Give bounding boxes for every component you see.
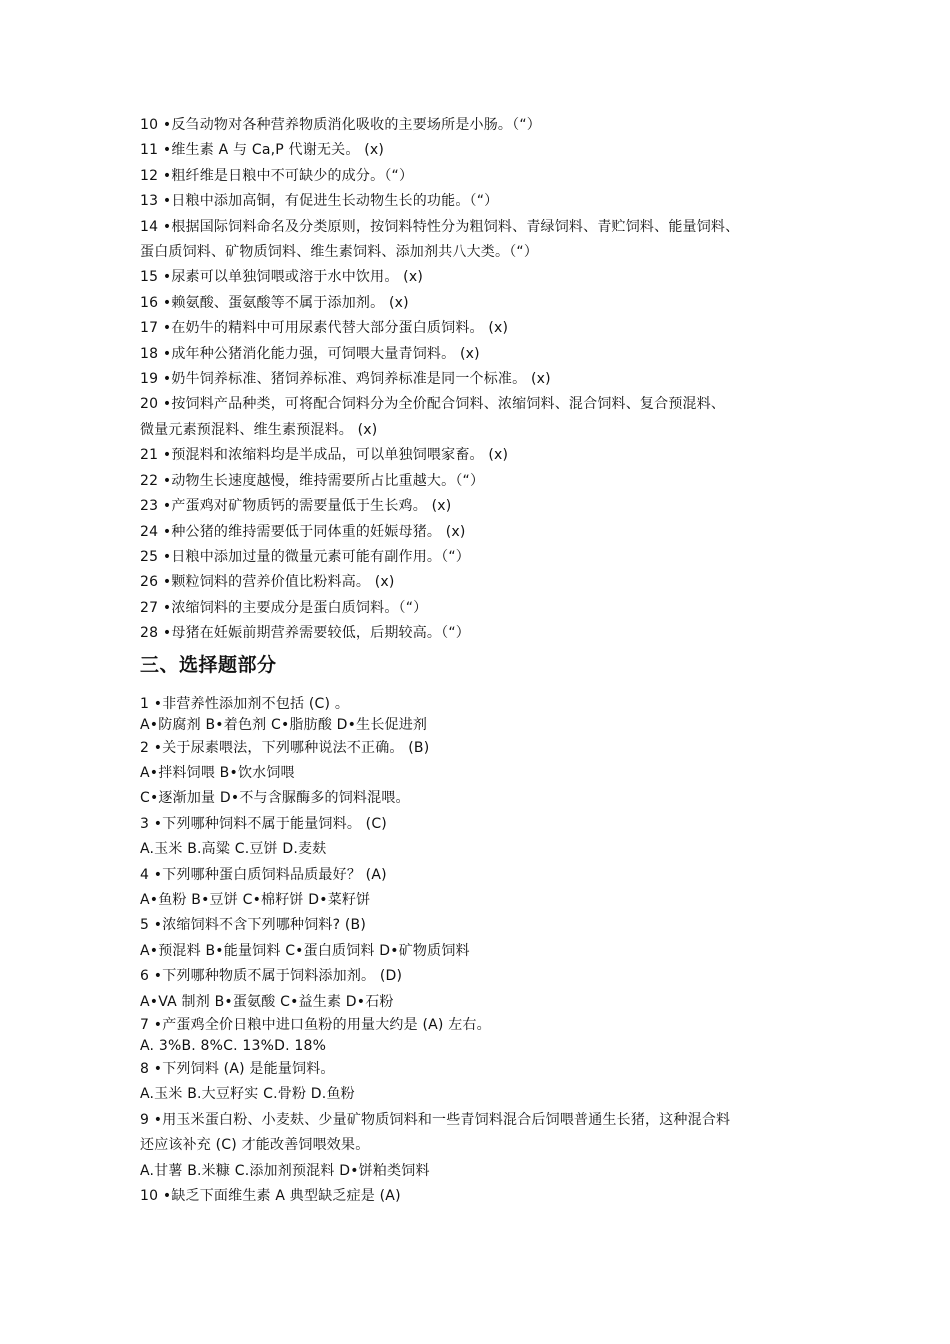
judgment-item-12: 12 •粗纤维是日粮中不可缺少的成分。（“）	[140, 167, 414, 184]
choice-question-6: 6 •下列哪种物质不属于饲料添加剂。 (D)	[140, 968, 403, 985]
choice-options-7: A. 3%B. 8%C. 13%D. 18%	[140, 1038, 327, 1054]
choice-question-2: 2 •关于尿素喂法，下列哪种说法不正确。 (B)	[140, 739, 430, 756]
judgment-item-15: 15 •尿素可以单独饲喂或溶于水中饮用。 (x)	[140, 269, 423, 286]
judgment-item-21: 21 •预混料和浓缩料均是半成品，可以单独饲喂家畜。 (x)	[140, 447, 509, 464]
choice-section	[140, 694, 820, 1210]
document-page	[140, 113, 820, 1209]
choice-options-9: A.甘薯 B.米糠 C.添加剂预混料 D•饼粕类饲料	[140, 1162, 430, 1179]
judgment-item-20: 20 •按饲料产品种类，可将配合饲料分为全价配合饲料、浓缩饲料、混合饲料、复合预混料、	[140, 396, 726, 413]
choice-options-4: A•鱼粉 B•豆饼 C•棉籽饼 D•菜籽饼	[140, 891, 371, 908]
choice-options-2a: A•拌料饲喂 B•饮水饲喂	[140, 764, 295, 781]
choice-options-1: A•防腐剂 B•着色剂 C•脂肪酸 D•生长促进剂	[140, 716, 428, 733]
judgment-item-13: 13 •日粮中添加高铜，有促进生长动物生长的功能。（“）	[140, 193, 499, 210]
section-heading: 三、选择题部分	[140, 653, 277, 676]
judgment-item-20-cont: 微量元素预混料、维生素预混料。 (x)	[140, 421, 378, 438]
judgment-item-10: 10 •反刍动物对各种营养物质消化吸收的主要场所是小肠。（“）	[140, 117, 541, 133]
judgment-item-14: 14 •根据国际饲料命名及分类原则，按饲料特性分为粗饲料、青绿饲料、青贮饲料、能量饲料、	[140, 218, 740, 235]
judgment-item-19: 19 •奶牛饲养标准、猪饲养标准、鸡饲养标准是同一个标准。 (x)	[140, 371, 551, 388]
choice-question-3: 3 •下列哪种饲料不属于能量饲料。 (C)	[140, 815, 387, 832]
choice-question-9-cont: 还应该补充 (C) 才能改善饲喂效果。	[140, 1137, 370, 1154]
judgment-item-25: 25 •日粮中添加过量的微量元素可能有副作用。（“）	[140, 548, 470, 565]
choice-options-3: A.玉米 B.高粱 C.豆饼 D.麦麸	[140, 841, 327, 858]
judgment-section	[140, 113, 820, 647]
choice-options-2b: C•逐渐加量 D•不与含脲酶多的饲料混喂。	[140, 790, 410, 807]
judgment-item-28: 28 •母猪在妊娠前期营养需要较低，后期较高。（“）	[140, 625, 470, 642]
choice-options-8: A.玉米 B.大豆籽实 C.骨粉 D.鱼粉	[140, 1086, 355, 1103]
judgment-item-18: 18 •成年种公猪消化能力强，可饲喂大量青饲料。 (x)	[140, 345, 480, 362]
judgment-item-17: 17 •在奶牛的精料中可用尿素代替大部分蛋白质饲料。 (x)	[140, 320, 509, 337]
choice-question-9: 9 •用玉米蛋白粉、小麦麸、少量矿物质饲料和一些青饲料混合后饲喂普通生长猪，这种混合料	[140, 1111, 731, 1128]
choice-question-5: 5 •浓缩饲料不含下列哪种饲料? (B)	[140, 917, 367, 934]
choice-question-1: 1 •非营养性添加剂不包括 (C) 。	[140, 695, 350, 712]
choice-options-6: A•VA 制剂 B•蛋氨酸 C•益生素 D•石粉	[140, 993, 394, 1010]
judgment-item-23: 23 •产蛋鸡对矿物质钙的需要量低于生长鸡。 (x)	[140, 498, 452, 515]
judgment-item-26: 26 •颗粒饲料的营养价值比粉料高。 (x)	[140, 574, 395, 591]
choice-question-4: 4 •下列哪种蛋白质饲料品质最好？ (A)	[140, 866, 387, 883]
choice-question-10: 10 •缺乏下面维生素 A 典型缺乏症是 (A)	[140, 1188, 401, 1205]
judgment-item-22: 22 •动物生长速度越慢，维持需要所占比重越大。（“）	[140, 472, 485, 489]
choice-question-7: 7 •产蛋鸡全价日粮中进口鱼粉的用量大约是 (A) 左右。	[140, 1017, 491, 1033]
choice-question-8: 8 •下列饲料 (A) 是能量饲料。	[140, 1061, 335, 1077]
choice-options-5: A•预混料 B•能量饲料 C•蛋白质饲料 D•矿物质饲料	[140, 942, 470, 959]
judgment-item-16: 16 •赖氨酸、蛋氨酸等不属于添加剂。 (x)	[140, 294, 409, 311]
judgment-item-27: 27 •浓缩饲料的主要成分是蛋白质饲料。（“）	[140, 599, 428, 616]
judgment-item-11: 11 •维生素 A 与 Ca,P 代谢无关。 (x)	[140, 142, 385, 159]
judgment-item-14-cont: 蛋白质饲料、矿物质饲料、维生素饲料、添加剂共八大类。（“）	[140, 244, 539, 261]
judgment-item-24: 24 •种公猪的维持需要低于同体重的妊娠母猪。 (x)	[140, 523, 466, 540]
